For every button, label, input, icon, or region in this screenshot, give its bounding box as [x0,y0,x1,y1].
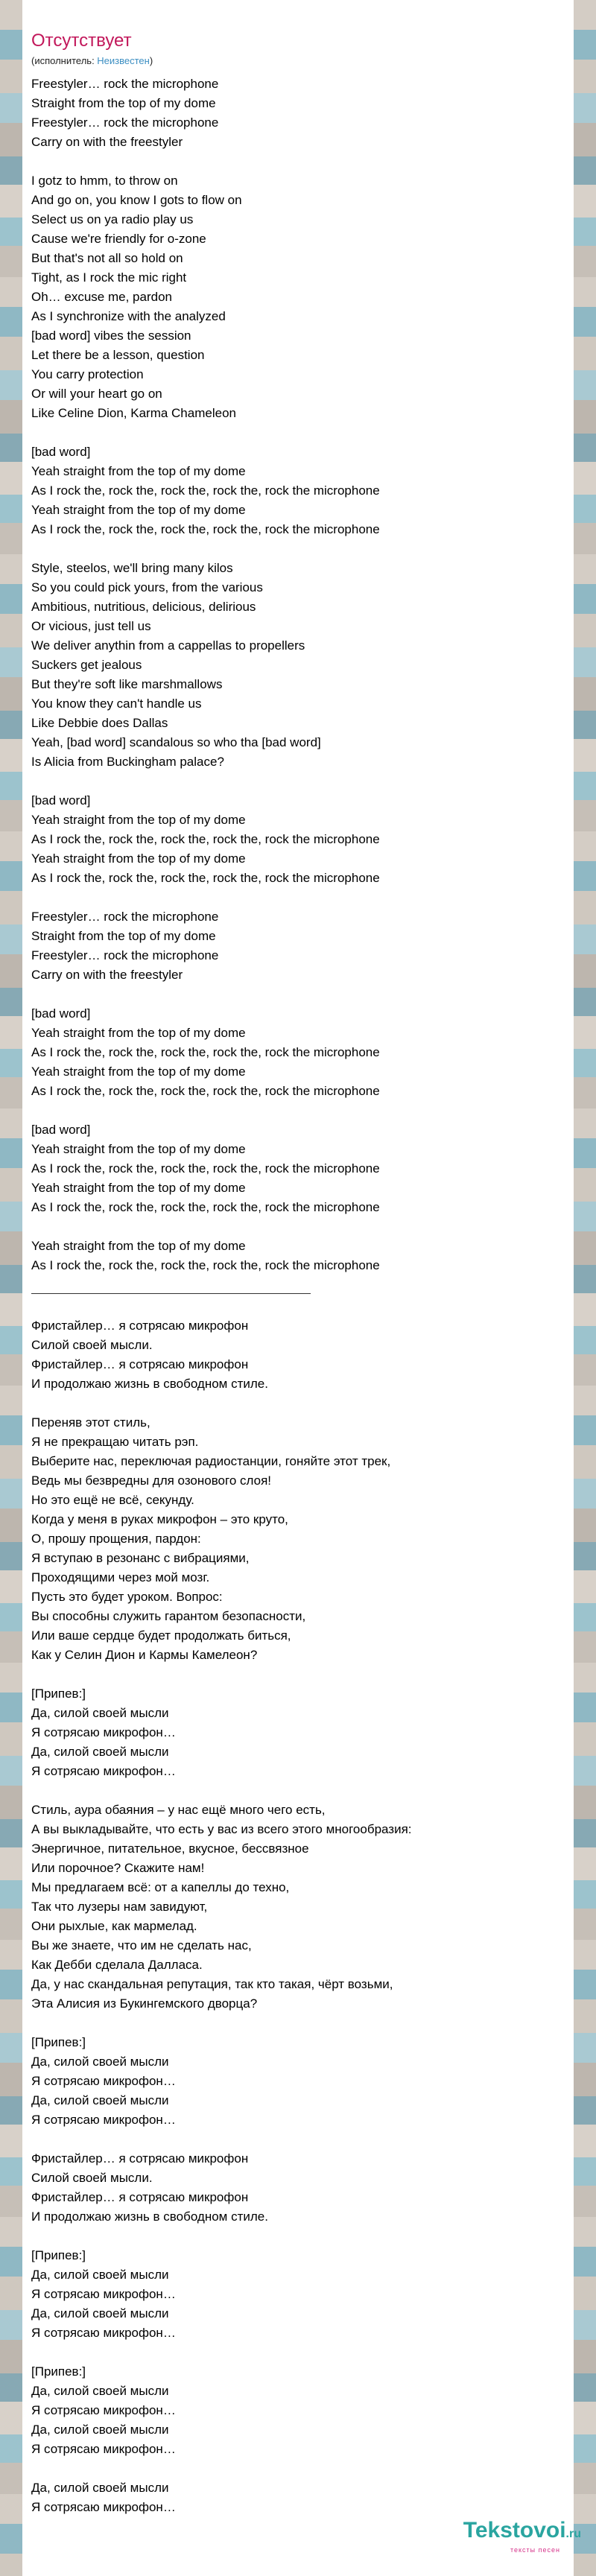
song-title: Отсутствует [31,31,132,51]
divider [31,1293,311,1294]
lyrics-translation: Фристайлер… я сотрясаю микрофон Силой своей мысли. Фристайлер… я сотрясаю микрофон И продолжаю жизнь в свободном стиле. Переняв этот стиль, Я не прекращаю читать рэп. Выберите нас, переключая радиостанции, гоняйте этот трек, Ведь мы безвредны для озонового слоя! Но это ещё не всё, секунду. Когда у меня в руках микрофон – это круто, О, прошу прощения, пардон: Я вступаю в резонанс с вибрациями, Проходящими через мой мозг. Пусть это будет уроком. Вопрос: Вы способны служить гарантом безопасности, Или ваше сердце будет продолжать биться, Как у Селин Дион и Кармы Камелеон? [Припев:] Да, силой своей мысли Я сотрясаю микрофон… Да, силой своей мысли Я сотрясаю микрофон… Стиль, аура обаяния – у нас ещё много чего есть, А вы выкладывайте, что есть у вас из всего этого многообразия: Энергичное, питательное, вкусное, бессвязное Или порочное? Скажите нам! Мы предлагаем всё: от а капеллы до техно, Так что лузеры нам завидуют, Они рыхлые, как мармелад. Вы же знаете, что им не сделать нас, Как Дебби сделала Далласа. Да, у нас скандальная репутация, так кто такая, чёрт возьми, Эта Алисия из Букингемского дворца? [Припев:] Да, силой своей мысли Я сотрясаю микрофон… Да, силой своей мысли Я сотрясаю микрофон… Фристайлер… я сотрясаю микрофон Силой своей мысли. Фристайлер… я сотрясаю микрофон И продолжаю жизнь в свободном стиле. [Припев:] Да, силой своей мысли Я сотрясаю микрофон… Да, силой своей мысли Я сотрясаю микрофон… [Припев:] Да, силой своей мысли Я сотрясаю микрофон… Да, силой своей мысли Я сотрясаю микрофон… Да, силой своей мысли Я сотрясаю микрофон… [31,1319,412,2514]
lyrics-original: Freestyler… rock the microphone Straight from the top of my dome Freestyler… rock the microphone Carry on with the freestyler I gotz to hmm, to throw on And go on, you know I gots to flow on Select us on ya radio play us Cause we're friendly for o-zone But that's not all so hold on Tight, as I rock the mic right Oh… excuse me, pardon As I synchronize with the analyzed [bad word] vibes the session Let there be a lesson, question You carry protection Or will your heart go on Like Celine Dion, Karma Chameleon [bad word] Yeah straight from the top of my dome As I rock the, rock the, rock the, rock the, rock the microphone Yeah straight from the top of my dome As I rock the, rock the, rock the, rock the, rock the microphone Style, steelos, we'll bring many kilos So you could pick yours, from the various Ambitious, nutritious, delicious, delirious Or vicious, just tell us We deliver anythin from a cappellas to propellers Suckers get jealous But they're soft like marshmallows You know they can't handle us Like Debbie does Dallas Yeah, [bad word] scandalous so who tha [bad word] Is Alicia from Buckingham palace? [bad word] Yeah straight from the top of my dome As I rock the, rock the, rock the, rock the, rock the microphone Yeah straight from the top of my dome As I rock the, rock the, rock the, rock the, rock the microphone Freestyler… rock the microphone Straight from the top of my dome Freestyler… rock the microphone Carry on with the freestyler [bad word] Yeah straight from the top of my dome As I rock the, rock the, rock the, rock the, rock the microphone Yeah straight from the top of my dome As I rock the, rock the, rock the, rock the, rock the microphone [bad word] Yeah straight from the top of my dome As I rock the, rock the, rock the, rock the, rock the microphone Yeah straight from the top of my dome As I rock the, rock the, rock the, rock the, rock the microphone Yeah straight from the top of my dome As I rock the, rock the, rock the, rock the, rock the microphone [31,77,380,1272]
logo-name: Tekstovoi [463,2518,566,2542]
artist-link[interactable]: Неизвестен [97,55,150,66]
artist-prefix: (исполнитель: [31,55,98,66]
artist-line [31,55,565,67]
site-logo[interactable] [463,2519,581,2554]
logo-tagline: тексты песен [510,2546,560,2554]
lyrics-card [22,0,574,2576]
logo-tld: .ru [565,2528,581,2540]
logo-wordmark [463,2519,581,2546]
artist-suffix: ) [149,55,153,66]
